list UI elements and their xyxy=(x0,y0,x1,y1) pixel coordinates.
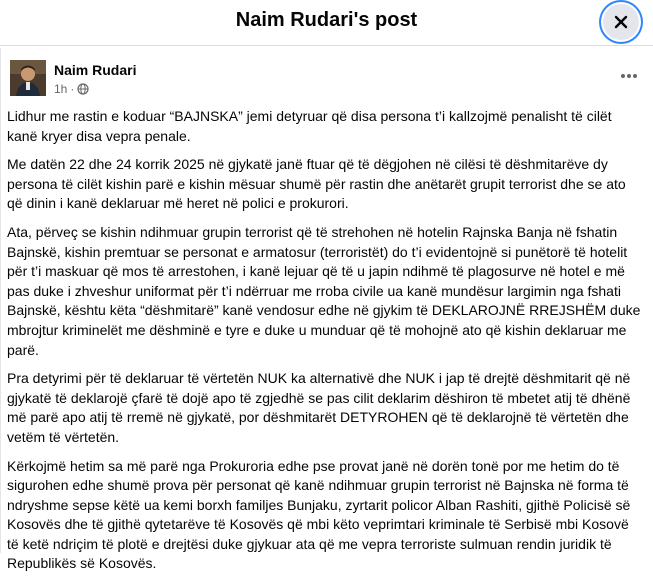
post-options-button[interactable] xyxy=(617,66,641,86)
divider xyxy=(0,48,1,553)
close-icon xyxy=(614,15,628,29)
avatar[interactable] xyxy=(10,60,46,96)
post-author-name[interactable]: Naim Rudari xyxy=(54,62,137,78)
post-dialog-header xyxy=(0,0,653,46)
close-button[interactable] xyxy=(603,4,639,40)
post-paragraph-5: Kërkojmë hetim sa më parë nga Prokuroria edhe pse provat janë në dorën tonë por me hetim do të sigurohen edhe shumë prova për personat që kanë ndihmuar grupin terrorist në Bajnska në forma të ndryshme sepse këtë ua kemi borxh familjes Bunjaku, zyrtarit policor Alban Rashiti, gjithë Policisë së Kosovës dhe të gjithë qytetarëve të Kosovës që mbi këto veprimtari kriminale të Serbisë mbi Kosovë të ketë ndriçim të plotë e drejtësi duke gjykuar ata që me vepra terroriste sulmuan rendin juridik të Republikës së Kosovës. xyxy=(7,457,631,572)
post-timestamp[interactable]: 1h xyxy=(54,82,68,96)
post-paragraph-4: Pra detyrimi për të deklaruar të vërtetën NUK ka alternativë dhe NUK i jap të drejtë dëshmitarit që në gjykatë të deklarojë çfarë të dojë apo të zgjedhë se pas cilit deklarim dëshiron të mbetet atij të dhënë më parë apo atij të rremë në gjykatë, por dëshmitarët DETYROHEN që të deklarojnë të vërtetën dhe vetëm të vërtetën. xyxy=(7,370,631,445)
post-body xyxy=(7,107,643,583)
meta-separator: · xyxy=(70,82,75,96)
post-paragraph-2: Me datën 22 dhe 24 korrik 2025 në gjykatë janë ftuar që të dëgjohen në cilësi të dëshmitarëve dy persona të cilët kishin parë e kishin mësuar shumë për rastin dhe anëtarët grupit terrorist dhe se ato që dinin i kanë deklaruar më heret në polici e prokurori. xyxy=(7,156,626,212)
post-paragraph-3: Ata, përveç se kishin ndihmuar grupin terrorist që të strehohen në hotelin Rajnska Banja në fshatin Bajnskë, kishin premtuar se personat e armatosur (terroristët) do t’i evidentojnë si punëtorë të hotelit për t’i maskuar që mos të arrestohen, i kanë lejuar që të u japin ndihmë të plagosurve në hotel e më pas duke i zhveshur uniformat për t’i ndërruar me rroba civile ua kanë mundësur largimin nga fshati Bajnskë, kështu këta “dëshmitarë” kanë vendosur edhe në gjykim të DEKLAROJNË RREJSHËM duke mbrojtur kriminelët me dëshminë e tyre e duke u munduar që të mohojnë ato që kishin deklaruar me parë. xyxy=(7,223,641,358)
post-paragraph-1: Lidhur me rastin e koduar “BAJNSKA” jemi detyruar që disa persona t’i kallzojmë penalisht të cilët kanë kryer disa vepra penale. xyxy=(7,108,612,144)
globe-icon xyxy=(77,83,89,95)
post-container xyxy=(0,48,653,572)
dialog-title: Naim Rudari's post xyxy=(235,9,418,31)
post-author-row xyxy=(10,60,643,100)
post-meta xyxy=(54,82,89,96)
more-horizontal-icon xyxy=(620,73,638,79)
